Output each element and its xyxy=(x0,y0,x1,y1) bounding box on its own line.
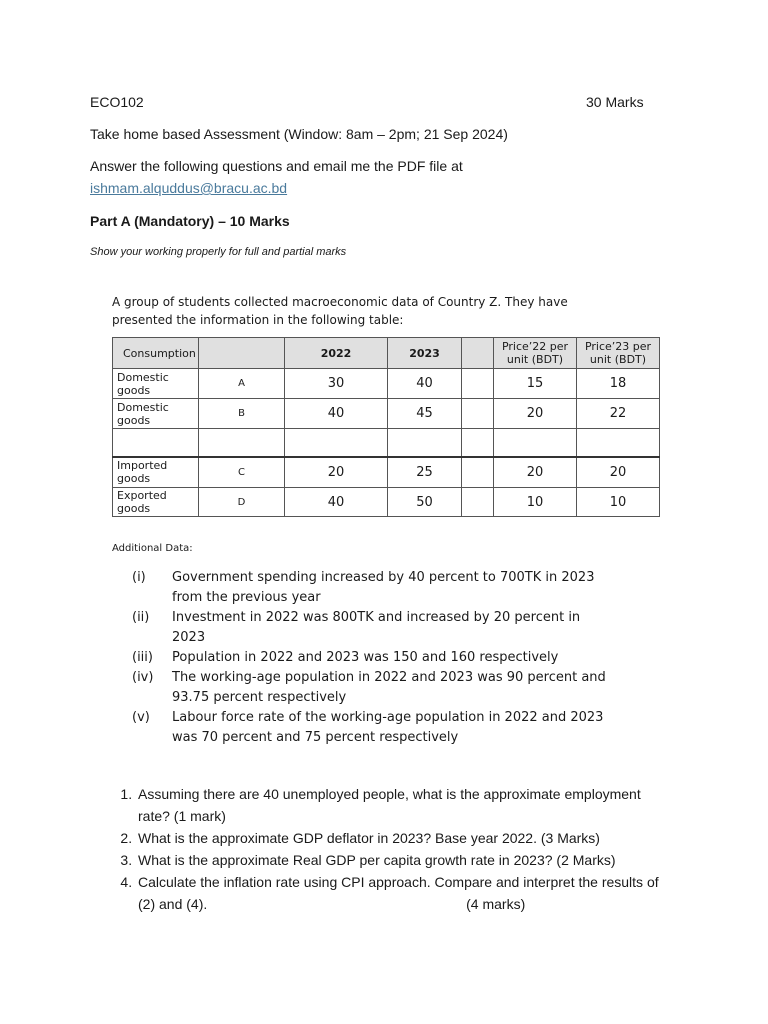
list-item xyxy=(132,708,612,748)
blank-cell xyxy=(462,399,494,429)
blank-cell xyxy=(462,488,494,517)
row-code: C xyxy=(199,457,285,488)
table-row xyxy=(113,457,660,488)
submission-instruction: Answer the following questions and email me the PDF file at xyxy=(90,158,463,174)
blank-cell xyxy=(199,429,285,457)
question-item xyxy=(136,871,676,915)
item-number: (iii) xyxy=(132,650,153,665)
qty-2023: 40 xyxy=(388,369,462,399)
row-label: Domestic goods xyxy=(113,369,199,399)
question-text: What is the approximate Real GDP per capita growth rate in 2023? (2 Marks) xyxy=(138,852,616,868)
row-code: A xyxy=(199,369,285,399)
header-consumption: Consumption xyxy=(113,338,199,369)
email-link[interactable]: ishmam.alquddus@bracu.ac.bd xyxy=(90,180,288,196)
blank-cell xyxy=(462,457,494,488)
price-2023: 22 xyxy=(577,399,660,429)
list-item xyxy=(132,648,612,668)
header-2022: 2022 xyxy=(285,338,388,369)
qty-2023: 45 xyxy=(388,399,462,429)
price-2022: 20 xyxy=(494,399,577,429)
item-text: Investment in 2022 was 800TK and increased by 20 percent in 2023 xyxy=(172,610,581,645)
qty-2022: 40 xyxy=(285,488,388,517)
price-2022: 20 xyxy=(494,457,577,488)
qty-2022: 20 xyxy=(285,457,388,488)
price-2023: 20 xyxy=(577,457,660,488)
price-2023: 10 xyxy=(577,488,660,517)
header-price-22: Price’22 per unit (BDT) xyxy=(494,338,577,369)
table-row-empty xyxy=(113,429,660,457)
question-marks: (4 marks) xyxy=(466,896,526,912)
question-item xyxy=(136,849,676,871)
row-label: Exported goods xyxy=(113,488,199,517)
qty-2022: 40 xyxy=(285,399,388,429)
item-text: Labour force rate of the working-age population in 2022 and 2023 was 70 percent and 75 percent respectively xyxy=(172,710,604,745)
header-blank xyxy=(462,338,494,369)
table-intro: A group of students collected macroeconomic data of Country Z. They have presented the information in the following table: xyxy=(112,295,568,327)
part-a-note: Show your working properly for full and partial marks xyxy=(90,246,347,258)
blank-cell xyxy=(577,429,660,457)
course-code: ECO102 xyxy=(90,94,144,110)
question-text: What is the approximate GDP deflator in 2023? Base year 2022. (3 Marks) xyxy=(138,830,600,846)
data-table xyxy=(112,337,660,517)
question-text: Assuming there are 40 unemployed people, what is the approximate employment rate? (1 mark) xyxy=(138,786,641,824)
row-label: Imported goods xyxy=(113,457,199,488)
blank-cell xyxy=(494,429,577,457)
row-code: D xyxy=(199,488,285,517)
qty-2023: 25 xyxy=(388,457,462,488)
question-item xyxy=(136,827,676,849)
table-row xyxy=(113,369,660,399)
email-line xyxy=(90,178,287,199)
header-blank xyxy=(199,338,285,369)
question-item xyxy=(136,783,676,827)
price-2022: 15 xyxy=(494,369,577,399)
price-2023: 18 xyxy=(577,369,660,399)
total-marks: 30 Marks xyxy=(586,94,644,110)
blank-cell xyxy=(113,429,199,457)
assessment-title: Take home based Assessment (Window: 8am – 2pm; 21 Sep 2024) xyxy=(90,126,508,142)
row-code: B xyxy=(199,399,285,429)
list-item xyxy=(132,668,612,708)
blank-cell xyxy=(462,429,494,457)
item-text: Government spending increased by 40 percent to 700TK in 2023 from the previous year xyxy=(172,570,595,605)
blank-cell xyxy=(462,369,494,399)
part-a-title: Part A (Mandatory) – 10 Marks xyxy=(90,213,290,229)
item-text: The working-age population in 2022 and 2023 was 90 percent and 93.75 percent respectively xyxy=(172,670,606,705)
item-number: (ii) xyxy=(132,610,150,625)
list-item xyxy=(132,608,612,648)
table-row xyxy=(113,488,660,517)
price-2022: 10 xyxy=(494,488,577,517)
row-label: Domestic goods xyxy=(113,399,199,429)
qty-2022: 30 xyxy=(285,369,388,399)
header-2023: 2023 xyxy=(388,338,462,369)
question-text: Calculate the inflation rate using CPI approach. Compare and interpret the results of (2) and (4). xyxy=(138,874,659,912)
list-item xyxy=(132,568,612,608)
additional-data-list xyxy=(132,568,612,748)
blank-cell xyxy=(285,429,388,457)
table-row xyxy=(113,399,660,429)
additional-data-title: Additional Data: xyxy=(112,543,193,554)
blank-cell xyxy=(388,429,462,457)
qty-2023: 50 xyxy=(388,488,462,517)
item-number: (v) xyxy=(132,710,150,725)
item-number: (iv) xyxy=(132,670,154,685)
header-price-23: Price’23 per unit (BDT) xyxy=(577,338,660,369)
item-text: Population in 2022 and 2023 was 150 and 160 respectively xyxy=(172,650,559,665)
question-list xyxy=(114,783,676,915)
item-number: (i) xyxy=(132,570,146,585)
table-header-row xyxy=(113,338,660,369)
